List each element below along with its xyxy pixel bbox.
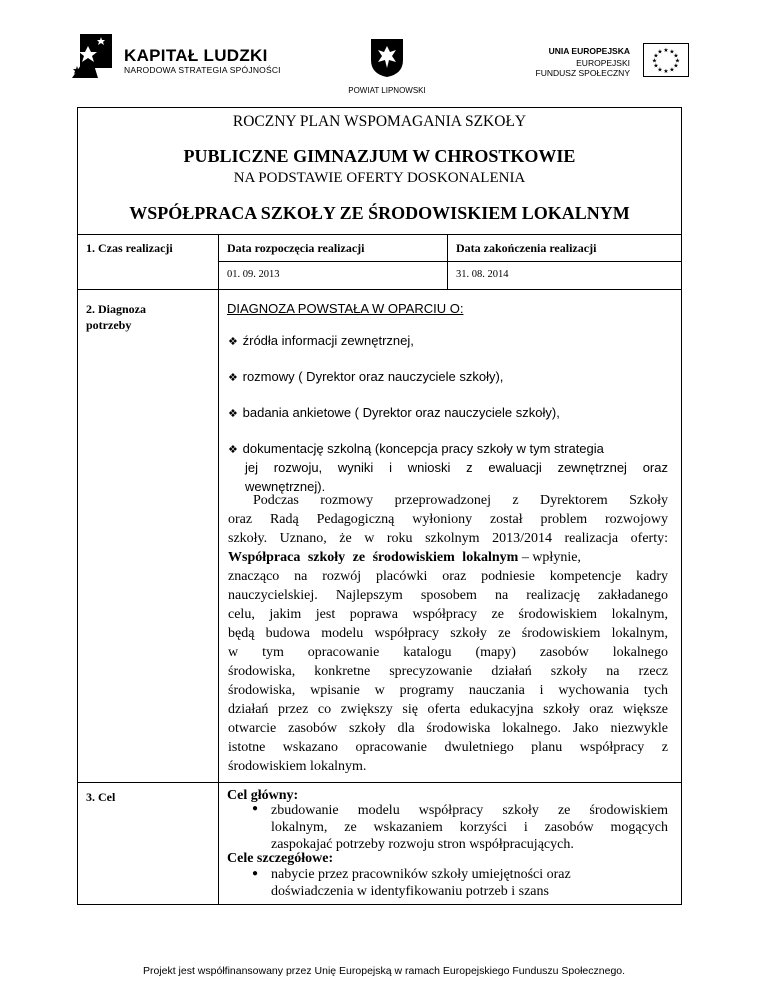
kapital-ludzki-subtitle: NARODOWA STRATEGIA SPÓJNOŚCI (124, 65, 281, 75)
diagnosis-heading: DIAGNOZA POWSTAŁA W OPARCIU O: (227, 301, 464, 316)
end-date-header: Data zakończenia realizacji (456, 241, 597, 255)
diagnosis-bullet: ❖ rozmowy ( Dyrektor oraz nauczyciele szkoły), (228, 369, 504, 384)
diagnosis-bullet: ❖ dokumentację szkolną (koncepcja pracy szkoły w tym strategia (228, 441, 604, 456)
row-label-diagnosis: 2. Diagnoza (86, 302, 146, 316)
date-column-border (447, 234, 448, 289)
diagnosis-paragraph-line: znacząco na rozwój placówki oraz podniesie kompetencje kadry (228, 569, 668, 584)
diamond-bullet-icon: ❖ (228, 408, 238, 420)
main-goal-line: lokalnym, ze wskazaniem korzyści i zasobów mogących (271, 820, 668, 835)
diagnosis-paragraph-line: Podczas rozmowy przeprowadzonej z Dyrektorem Szkoły (253, 493, 668, 508)
svg-text:★: ★ (673, 52, 679, 60)
specific-goal-line: doświadczenia w identyfikowaniu potrzeb i szans (271, 884, 549, 899)
coat-of-arms-icon (370, 38, 404, 78)
svg-text:★: ★ (669, 66, 675, 74)
diagnosis-paragraph-line: szkoły. Uznano, że w roku szkolnym 2013/2014 realizacja oferty: (228, 531, 668, 546)
diagnosis-bullet-cont: jej rozwoju, wyniki i wnioski z ewaluacji zewnętrznej oraz (245, 460, 668, 475)
main-goal-heading: Cel główny: (227, 788, 299, 803)
main-goal-line: zbudowanie modelu współpracy szkoły ze środowiskiem (271, 803, 668, 818)
svg-text:★: ★ (653, 62, 659, 70)
diagnosis-paragraph-line: będą budowa modelu współpracy szkoły ze środowiskiem lokalnym, (228, 626, 668, 641)
diagnosis-paragraph-line: działań przez co zwiększy się oferta edukacyjna szkoły oraz większe (228, 702, 668, 717)
diagnosis-paragraph-line: istotne wskazano opracowanie dwuletniego planu współpracy z (228, 740, 668, 755)
row1-inner-border (218, 261, 682, 262)
diagnosis-bullet-cont: wewnętrznej). (245, 479, 326, 494)
main-goal-line: zaspokajać potrzeby rozwoju stron współpracujących. (271, 837, 574, 852)
diamond-bullet-icon: ❖ (228, 444, 238, 456)
diagnosis-paragraph-line: celu, jakim jest poprawa współpracy ze środowiskiem lokalnym, (228, 607, 668, 622)
diagnosis-bullet: ❖ źródła informacji zewnętrznej, (228, 333, 414, 348)
svg-text:★: ★ (657, 48, 663, 56)
diagnosis-paragraph-line: środowiska, konkretne sprecyzowanie działań szkoły na rzecz (228, 664, 668, 679)
svg-text:★: ★ (663, 47, 669, 54)
eu-title: UNIA EUROPEJSKA (548, 46, 630, 56)
svg-text:★: ★ (669, 48, 675, 56)
offer-basis: NA PODSTAWIE OFERTY DOSKONALENIA (233, 170, 526, 186)
row-label-diagnosis-cont: potrzeby (86, 318, 132, 332)
row2-bottom-border (77, 782, 682, 783)
bullet-dot-icon: ● (252, 868, 259, 879)
diagnosis-paragraph-line: Współpraca szkoły ze środowiskiem lokalnym – wpłynie, (228, 550, 581, 565)
specific-goal-line: nabycie przez pracowników szkoły umiejętności oraz (271, 867, 571, 882)
start-date-header: Data rozpoczęcia realizacji (227, 241, 365, 255)
diamond-bullet-icon: ❖ (228, 372, 238, 384)
row1-bottom-border (77, 289, 682, 290)
diagnosis-paragraph-line: otwarcie zasobów szkoły dla środowiska lokalnego. Jako niezwykle (228, 721, 668, 736)
topic-title: WSPÓŁPRACA SZKOŁY ZE ŚRODOWISKIEM LOKALNYM (129, 203, 630, 223)
diagnosis-paragraph-line: oraz Radą Pedagogiczną wyłoniony został problem rozwojowy (228, 512, 668, 527)
eu-line1: EUROPEJSKI (576, 58, 630, 68)
label-column-border (218, 234, 219, 905)
kapital-ludzki-emblem-icon (68, 32, 116, 80)
eu-flag-icon (643, 43, 689, 77)
svg-text:★: ★ (663, 68, 669, 75)
svg-text:★: ★ (673, 62, 679, 70)
row-label-time: 1. Czas realizacji (86, 241, 173, 255)
eu-line2: FUNDUSZ SPOŁECZNY (535, 68, 630, 78)
page-footer: Projekt jest współfinansowany przez Unię Europejską w ramach Europejskiego Funduszu Społecznego. (142, 965, 626, 977)
table-top-border (77, 234, 682, 235)
bullet-dot-icon: ● (252, 803, 259, 814)
row-label-goal: 3. Cel (86, 790, 116, 804)
svg-text:★: ★ (674, 57, 681, 65)
diagnosis-paragraph-line: w tym opracowanie katalogu (mapy) zasobów lokalnego (228, 645, 668, 660)
diagnosis-paragraph-line: środowiskiem lokalnym. (228, 759, 367, 774)
school-name: PUBLICZNE GIMNAZJUM W CHROSTKOWIE (183, 146, 576, 166)
start-date-value: 01. 09. 2013 (227, 269, 280, 280)
powiat-label: POWIAT LIPNOWSKI (348, 86, 426, 95)
diagnosis-bullet: ❖ badania ankietowe ( Dyrektor oraz nauczyciele szkoły), (228, 405, 560, 420)
svg-text:★: ★ (653, 52, 659, 60)
diagnosis-paragraph-line: środowiska, wpisanie w programy nauczania i wychowania tych (228, 683, 668, 698)
diamond-bullet-icon: ❖ (228, 336, 238, 348)
svg-text:★: ★ (657, 66, 663, 74)
end-date-value: 31. 08. 2014 (456, 269, 509, 280)
svg-text:★: ★ (651, 57, 658, 65)
specific-goals-heading: Cele szczegółowe: (227, 851, 334, 866)
plan-title: ROCZNY PLAN WSPOMAGANIA SZKOŁY (232, 113, 527, 130)
diagnosis-paragraph-line: nauczycielskiej. Najlepszym sposobem na realizację zakładanego (228, 588, 668, 603)
kapital-ludzki-title: KAPITAŁ LUDZKI (124, 46, 268, 65)
